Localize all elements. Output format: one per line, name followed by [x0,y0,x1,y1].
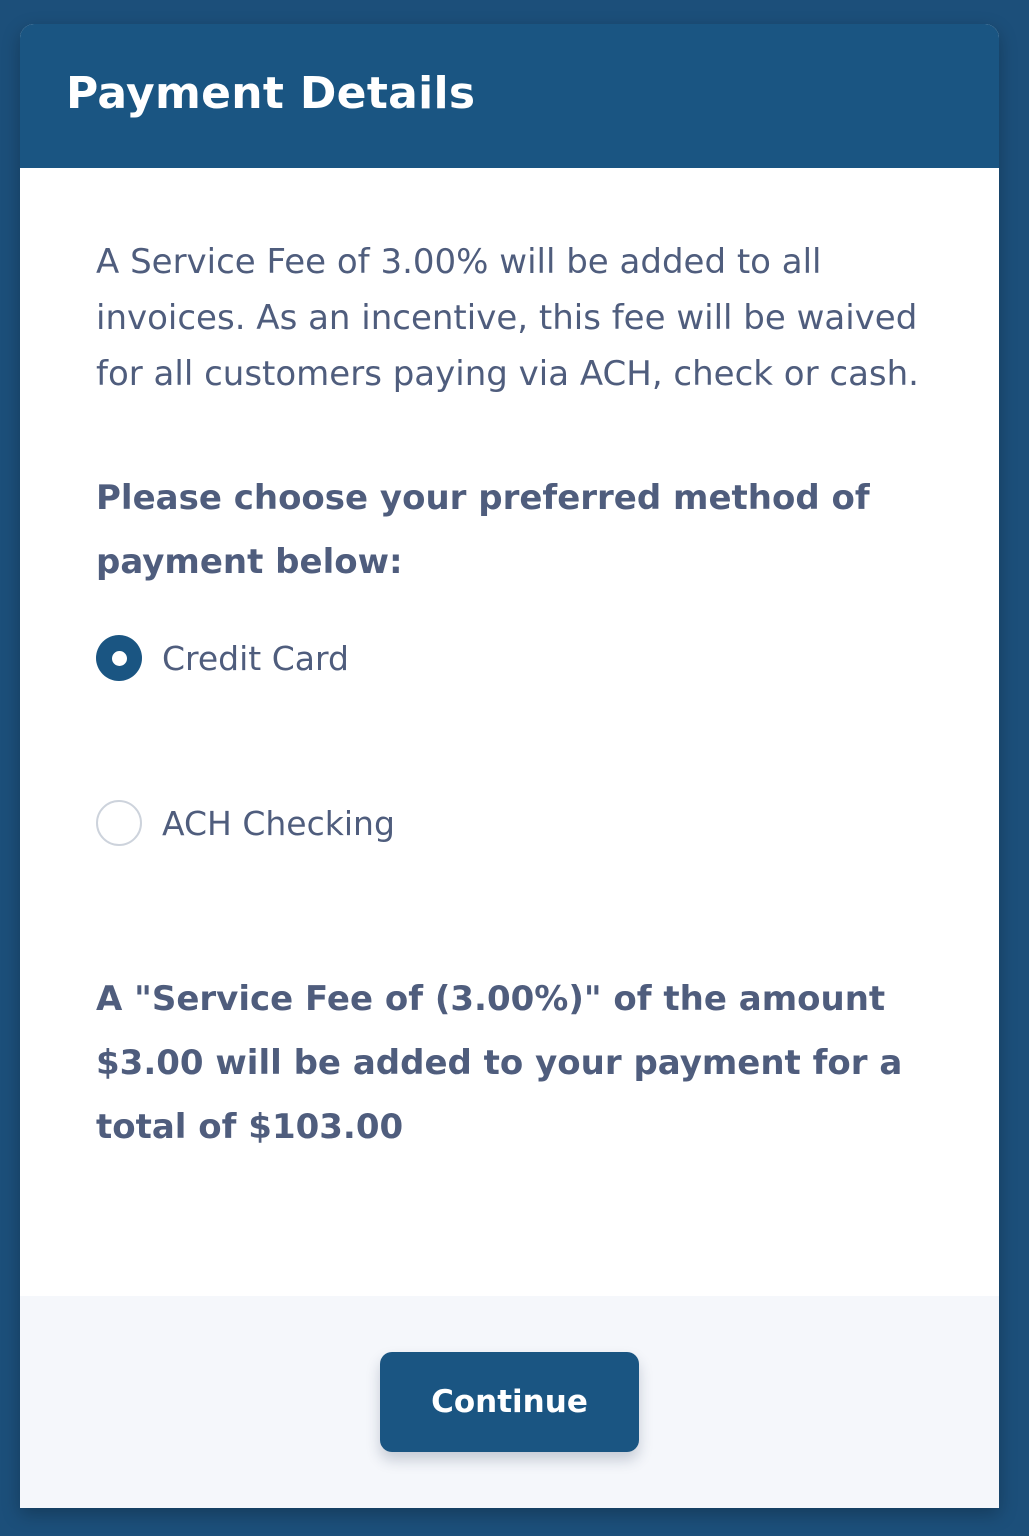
service-fee-notice: A Service Fee of 3.00% will be added to all invoices. As an incentive, this fee will be waived for all customers paying via ACH, check or cash. [96,242,919,394]
card-body [20,234,999,1159]
payment-details-card [20,24,999,1508]
radio-option-credit-card[interactable] [96,632,923,684]
payment-method-radio-group [96,632,923,849]
radio-label-ach-checking: ACH Checking [162,803,395,843]
radio-option-ach-checking[interactable] [96,797,923,849]
card-footer [20,1296,999,1508]
radio-label-credit-card: Credit Card [162,638,349,678]
card-header [20,24,999,168]
payment-method-prompt: Please choose your preferred method of payment below: [96,478,870,582]
radio-unchecked-icon[interactable] [96,800,142,846]
continue-button[interactable]: Continue [380,1352,639,1452]
radio-checked-icon[interactable] [96,635,142,681]
fee-summary-text: A "Service Fee of (3.00%)" of the amount $3.00 will be added to your payment for a total of $103.00 [96,979,903,1147]
page-title: Payment Details [66,67,476,119]
